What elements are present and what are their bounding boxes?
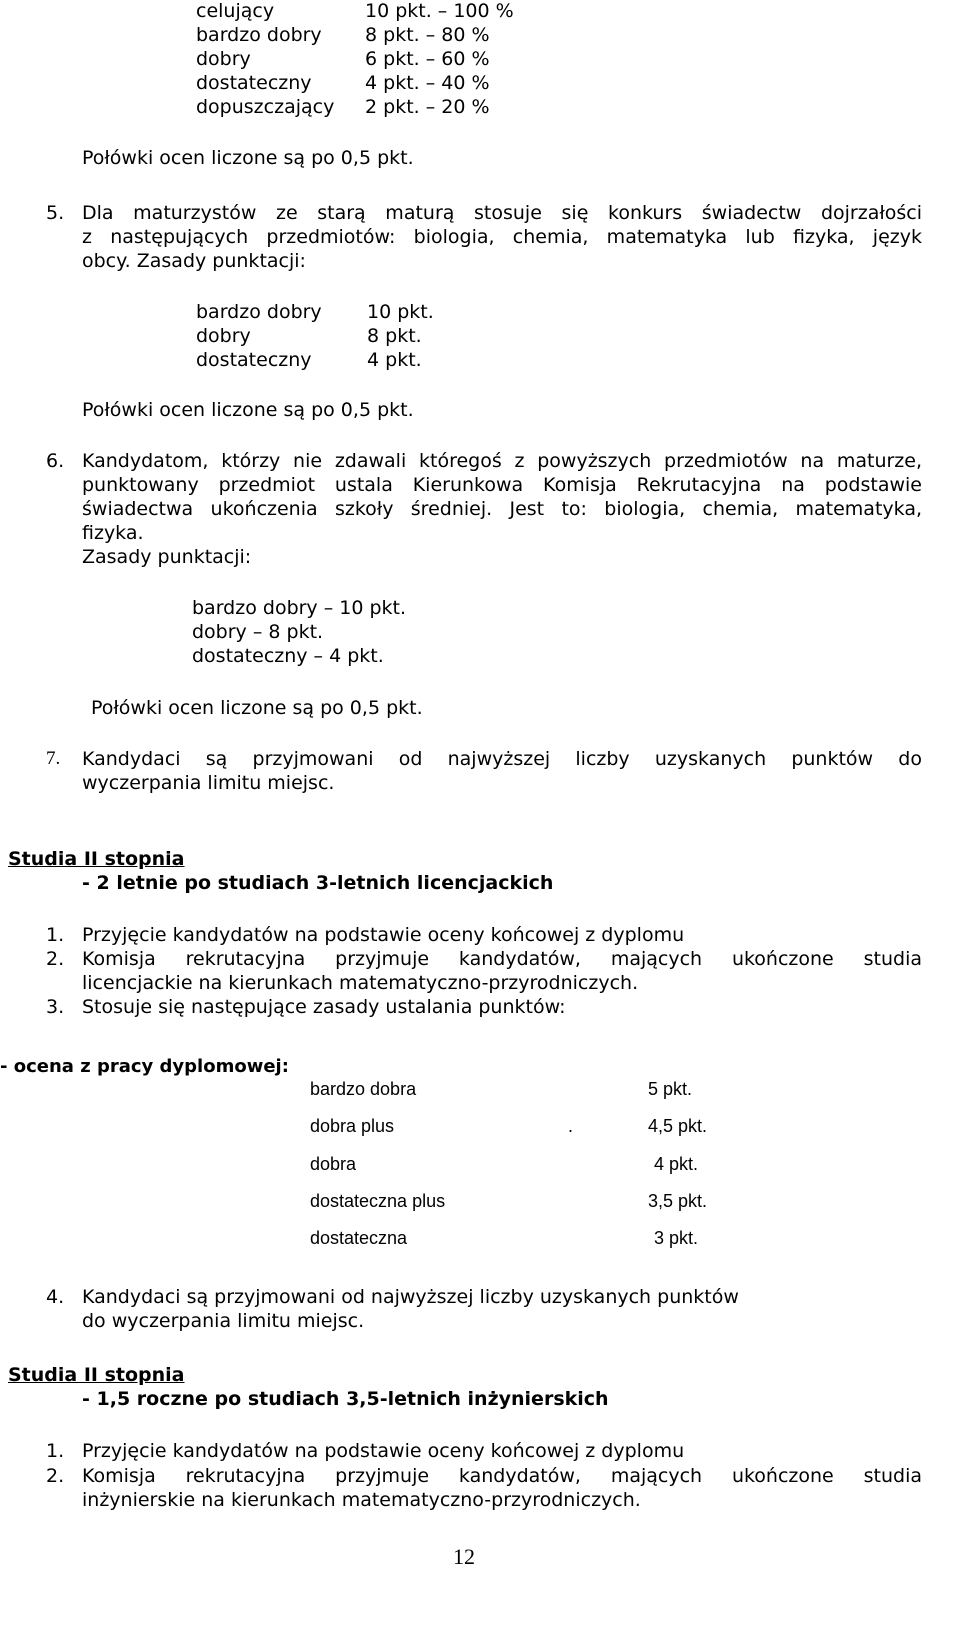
grade-line: dostateczny – 4 pkt.: [192, 645, 384, 667]
page-number: 12: [453, 1544, 475, 1569]
section-heading: Studia II stopnia: [8, 848, 185, 870]
thesis-label: - ocena z pracy dyplomowej:: [0, 1056, 289, 1077]
item-number: 1.: [46, 1440, 65, 1462]
item-number: 3.: [46, 996, 65, 1018]
thesis-points: 3,5 pkt.: [648, 1191, 708, 1211]
grade-points: 2 pkt. – 20 %: [365, 96, 490, 118]
paragraph-line: świadectwa ukończenia szkoły średniej. Jest to: biologia, chemia, matematyka,: [82, 498, 922, 520]
paragraph-line: Przyjęcie kandydatów na podstawie oceny końcowej z dyplomu: [82, 1440, 685, 1462]
grade-label: bardzo dobry: [196, 24, 322, 46]
item-number: 4.: [46, 1286, 65, 1308]
halves-note: Połówki ocen liczone są po 0,5 pkt.: [82, 399, 414, 421]
grade-label: celujący: [196, 0, 275, 22]
grade-line: bardzo dobry – 10 pkt.: [192, 597, 407, 619]
item-number: 6.: [46, 450, 65, 472]
grade-line: dobry – 8 pkt.: [192, 621, 324, 643]
thesis-points: 4 pkt.: [654, 1154, 699, 1174]
thesis-grade: bardzo dobra: [310, 1079, 417, 1099]
item-number: 2.: [46, 1465, 65, 1487]
paragraph-line: wyczerpania limitu miejsc.: [82, 772, 335, 794]
grade-label: bardzo dobry: [196, 301, 322, 323]
grade-label: dobry: [196, 325, 251, 347]
paragraph-line: inżynierskie na kierunkach matematyczno-przyrodniczych.: [82, 1489, 641, 1511]
thesis-grade: dobra: [310, 1154, 357, 1174]
paragraph-line: Kandydaci są przyjmowani od najwyższej liczby uzyskanych punktów do: [82, 748, 922, 770]
grade-points: 4 pkt.: [367, 349, 422, 371]
thesis-grade: dobra plus: [310, 1116, 395, 1136]
paragraph-line: fizyka.: [82, 522, 144, 544]
grade-label: dobry: [196, 48, 251, 70]
grade-points: 10 pkt. – 100 %: [365, 0, 514, 22]
grade-label: dopuszczający: [196, 96, 335, 118]
item-number: 5.: [46, 202, 65, 224]
grade-points: 8 pkt. – 80 %: [365, 24, 490, 46]
section-subheading: - 2 letnie po studiach 3-letnich licencjackich: [82, 872, 554, 894]
paragraph-line: Przyjęcie kandydatów na podstawie oceny końcowej z dyplomu: [82, 924, 685, 946]
thesis-grade: dostateczna plus: [310, 1191, 446, 1211]
paragraph-line: Kandydaci są przyjmowani od najwyższej liczby uzyskanych punktów: [82, 1286, 739, 1308]
section-heading: Studia II stopnia: [8, 1364, 185, 1386]
item-number: 1.: [46, 924, 65, 946]
grade-label: dostateczny: [196, 349, 312, 371]
paragraph-line: Zasady punktacji:: [82, 546, 252, 568]
grade-points: 8 pkt.: [367, 325, 422, 347]
paragraph-line: Komisja rekrutacyjna przyjmuje kandydatów, mających ukończone studia: [82, 1465, 922, 1487]
grade-label: dostateczny: [196, 72, 312, 94]
item-number: 7.: [46, 748, 61, 769]
thesis-grade: dostateczna: [310, 1228, 408, 1248]
paragraph-line: Stosuje się następujące zasady ustalania punktów:: [82, 996, 566, 1018]
paragraph-line: Dla maturzystów ze starą maturą stosuje się konkurs świadectw dojrzałości: [82, 202, 922, 224]
grade-points: 4 pkt. – 40 %: [365, 72, 490, 94]
paragraph-line: punktowany przedmiot ustala Kierunkowa Komisja Rekrutacyjna na podstawie: [82, 474, 922, 496]
paragraph-line: licencjackie na kierunkach matematyczno-przyrodniczych.: [82, 972, 639, 994]
paragraph-line: Kandydatom, którzy nie zdawali któregoś z powyższych przedmiotów na maturze,: [82, 450, 922, 472]
item-number: 2.: [46, 948, 65, 970]
paragraph-line: z następujących przedmiotów: biologia, chemia, matematyka lub fizyka, język: [82, 226, 922, 248]
halves-note: Połówki ocen liczone są po 0,5 pkt.: [91, 697, 423, 719]
halves-note: Połówki ocen liczone są po 0,5 pkt.: [82, 147, 414, 169]
paragraph-line: do wyczerpania limitu miejsc.: [82, 1310, 365, 1332]
paragraph-line: obcy. Zasady punktacji:: [82, 250, 306, 272]
grade-points: 10 pkt.: [367, 301, 434, 323]
thesis-dot: .: [568, 1116, 574, 1136]
grade-points: 6 pkt. – 60 %: [365, 48, 490, 70]
thesis-points: 3 pkt.: [654, 1228, 699, 1248]
paragraph-line: Komisja rekrutacyjna przyjmuje kandydatów, mających ukończone studia: [82, 948, 922, 970]
thesis-points: 5 pkt.: [648, 1079, 693, 1099]
thesis-points: 4,5 pkt.: [648, 1116, 708, 1136]
section-subheading: - 1,5 roczne po studiach 3,5-letnich inżynierskich: [82, 1388, 609, 1410]
